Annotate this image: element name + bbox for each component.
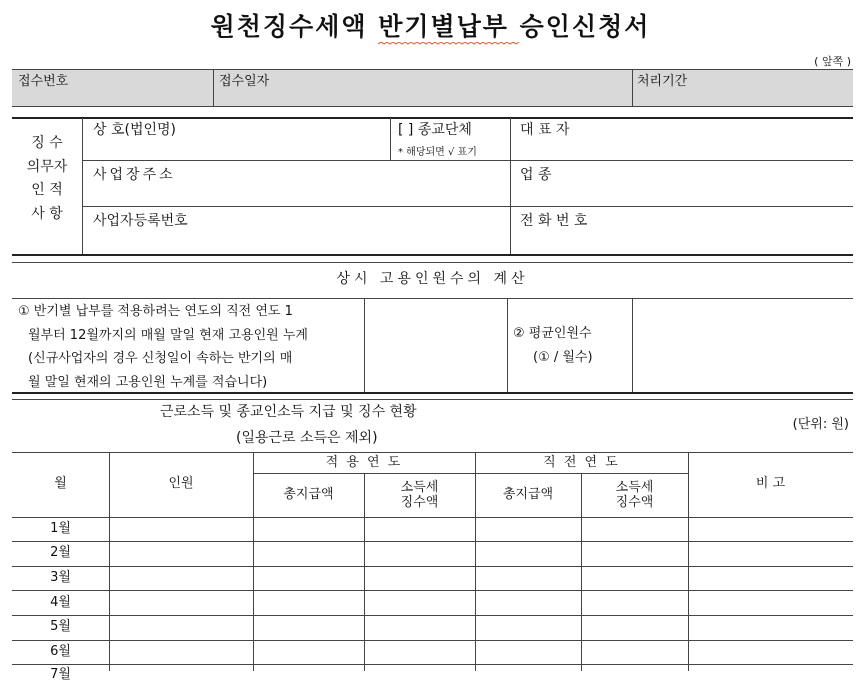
company-name-label: 상 호(법인명) xyxy=(93,122,176,138)
representative-label: 대 표 자 xyxy=(520,122,570,138)
remarks-header: 비 고 xyxy=(755,476,786,491)
business-address-label: 사업장주소 xyxy=(93,167,176,183)
page-side-label: ( 앞쪽 ) xyxy=(814,55,851,68)
table-row-month: 3월 xyxy=(50,570,71,585)
religious-org-note: * 해당되면 √ 표기 xyxy=(398,147,477,158)
table-row-month: 5월 xyxy=(50,619,71,634)
average-employees-label: ② 평균인원수 xyxy=(513,326,592,341)
prior-year-header: 직 전 연 도 xyxy=(543,455,620,470)
payment-status-subheading: (일용근로 소득은 제외) xyxy=(236,430,378,446)
applied-total-pay-header: 총지급액 xyxy=(283,487,334,502)
table-row-month: 6월 xyxy=(50,644,71,659)
unit-label: (단위: 원) xyxy=(792,417,849,432)
table-row-month: 2월 xyxy=(50,545,71,560)
col-persons-header: 인원 xyxy=(168,476,194,491)
table-row-month: 1월 xyxy=(50,521,71,536)
receipt-number-label: 접수번호 xyxy=(18,74,69,89)
receipt-date-label: 접수일자 xyxy=(219,74,270,89)
receipt-header-band xyxy=(12,69,853,106)
applicant-section-label: 징 수 의무자 인 적 사 항 xyxy=(26,135,68,222)
average-employees-input[interactable] xyxy=(633,299,853,391)
applied-tax-header: 소득세 징수액 xyxy=(400,480,439,510)
spellcheck-underline xyxy=(378,42,520,46)
phone-label: 전 화 번 호 xyxy=(520,213,588,229)
prior-total-pay-header: 총지급액 xyxy=(502,487,554,502)
religious-org-checkbox[interactable]: [ ] 종교단체 xyxy=(398,122,472,138)
business-reg-number-label: 사업자등록번호 xyxy=(93,213,188,229)
table-row-month: 4월 xyxy=(50,595,71,610)
form-title: 원천징수세액 반기별납부 승인신청서 xyxy=(210,12,651,41)
business-type-label: 업 종 xyxy=(520,167,552,183)
cumulative-employees-description: ① 반기별 납부를 적용하려는 연도의 직전 연도 1 월부터 12월까지의 매월 말일 현재 고용인원 누계 (신규사업자의 경우 신청일이 속하는 반기의 매 월 말일 현재의 고용인원 누계를 적습니다) xyxy=(18,304,308,390)
processing-period-label: 처리기간 xyxy=(637,74,688,89)
applied-year-header: 적 용 연 도 xyxy=(325,455,403,470)
col-month-header: 월 xyxy=(54,476,67,491)
prior-tax-header: 소득세 징수액 xyxy=(615,480,654,510)
cumulative-employees-input[interactable] xyxy=(365,299,506,391)
payment-status-heading: 근로소득 및 종교인소득 지급 및 징수 현황 xyxy=(160,404,417,420)
table-row-month: 7월 xyxy=(50,667,71,682)
employee-count-heading: 상시 고용인원수의 계산 xyxy=(336,271,529,287)
average-employees-formula: (① / 월수) xyxy=(533,350,593,365)
